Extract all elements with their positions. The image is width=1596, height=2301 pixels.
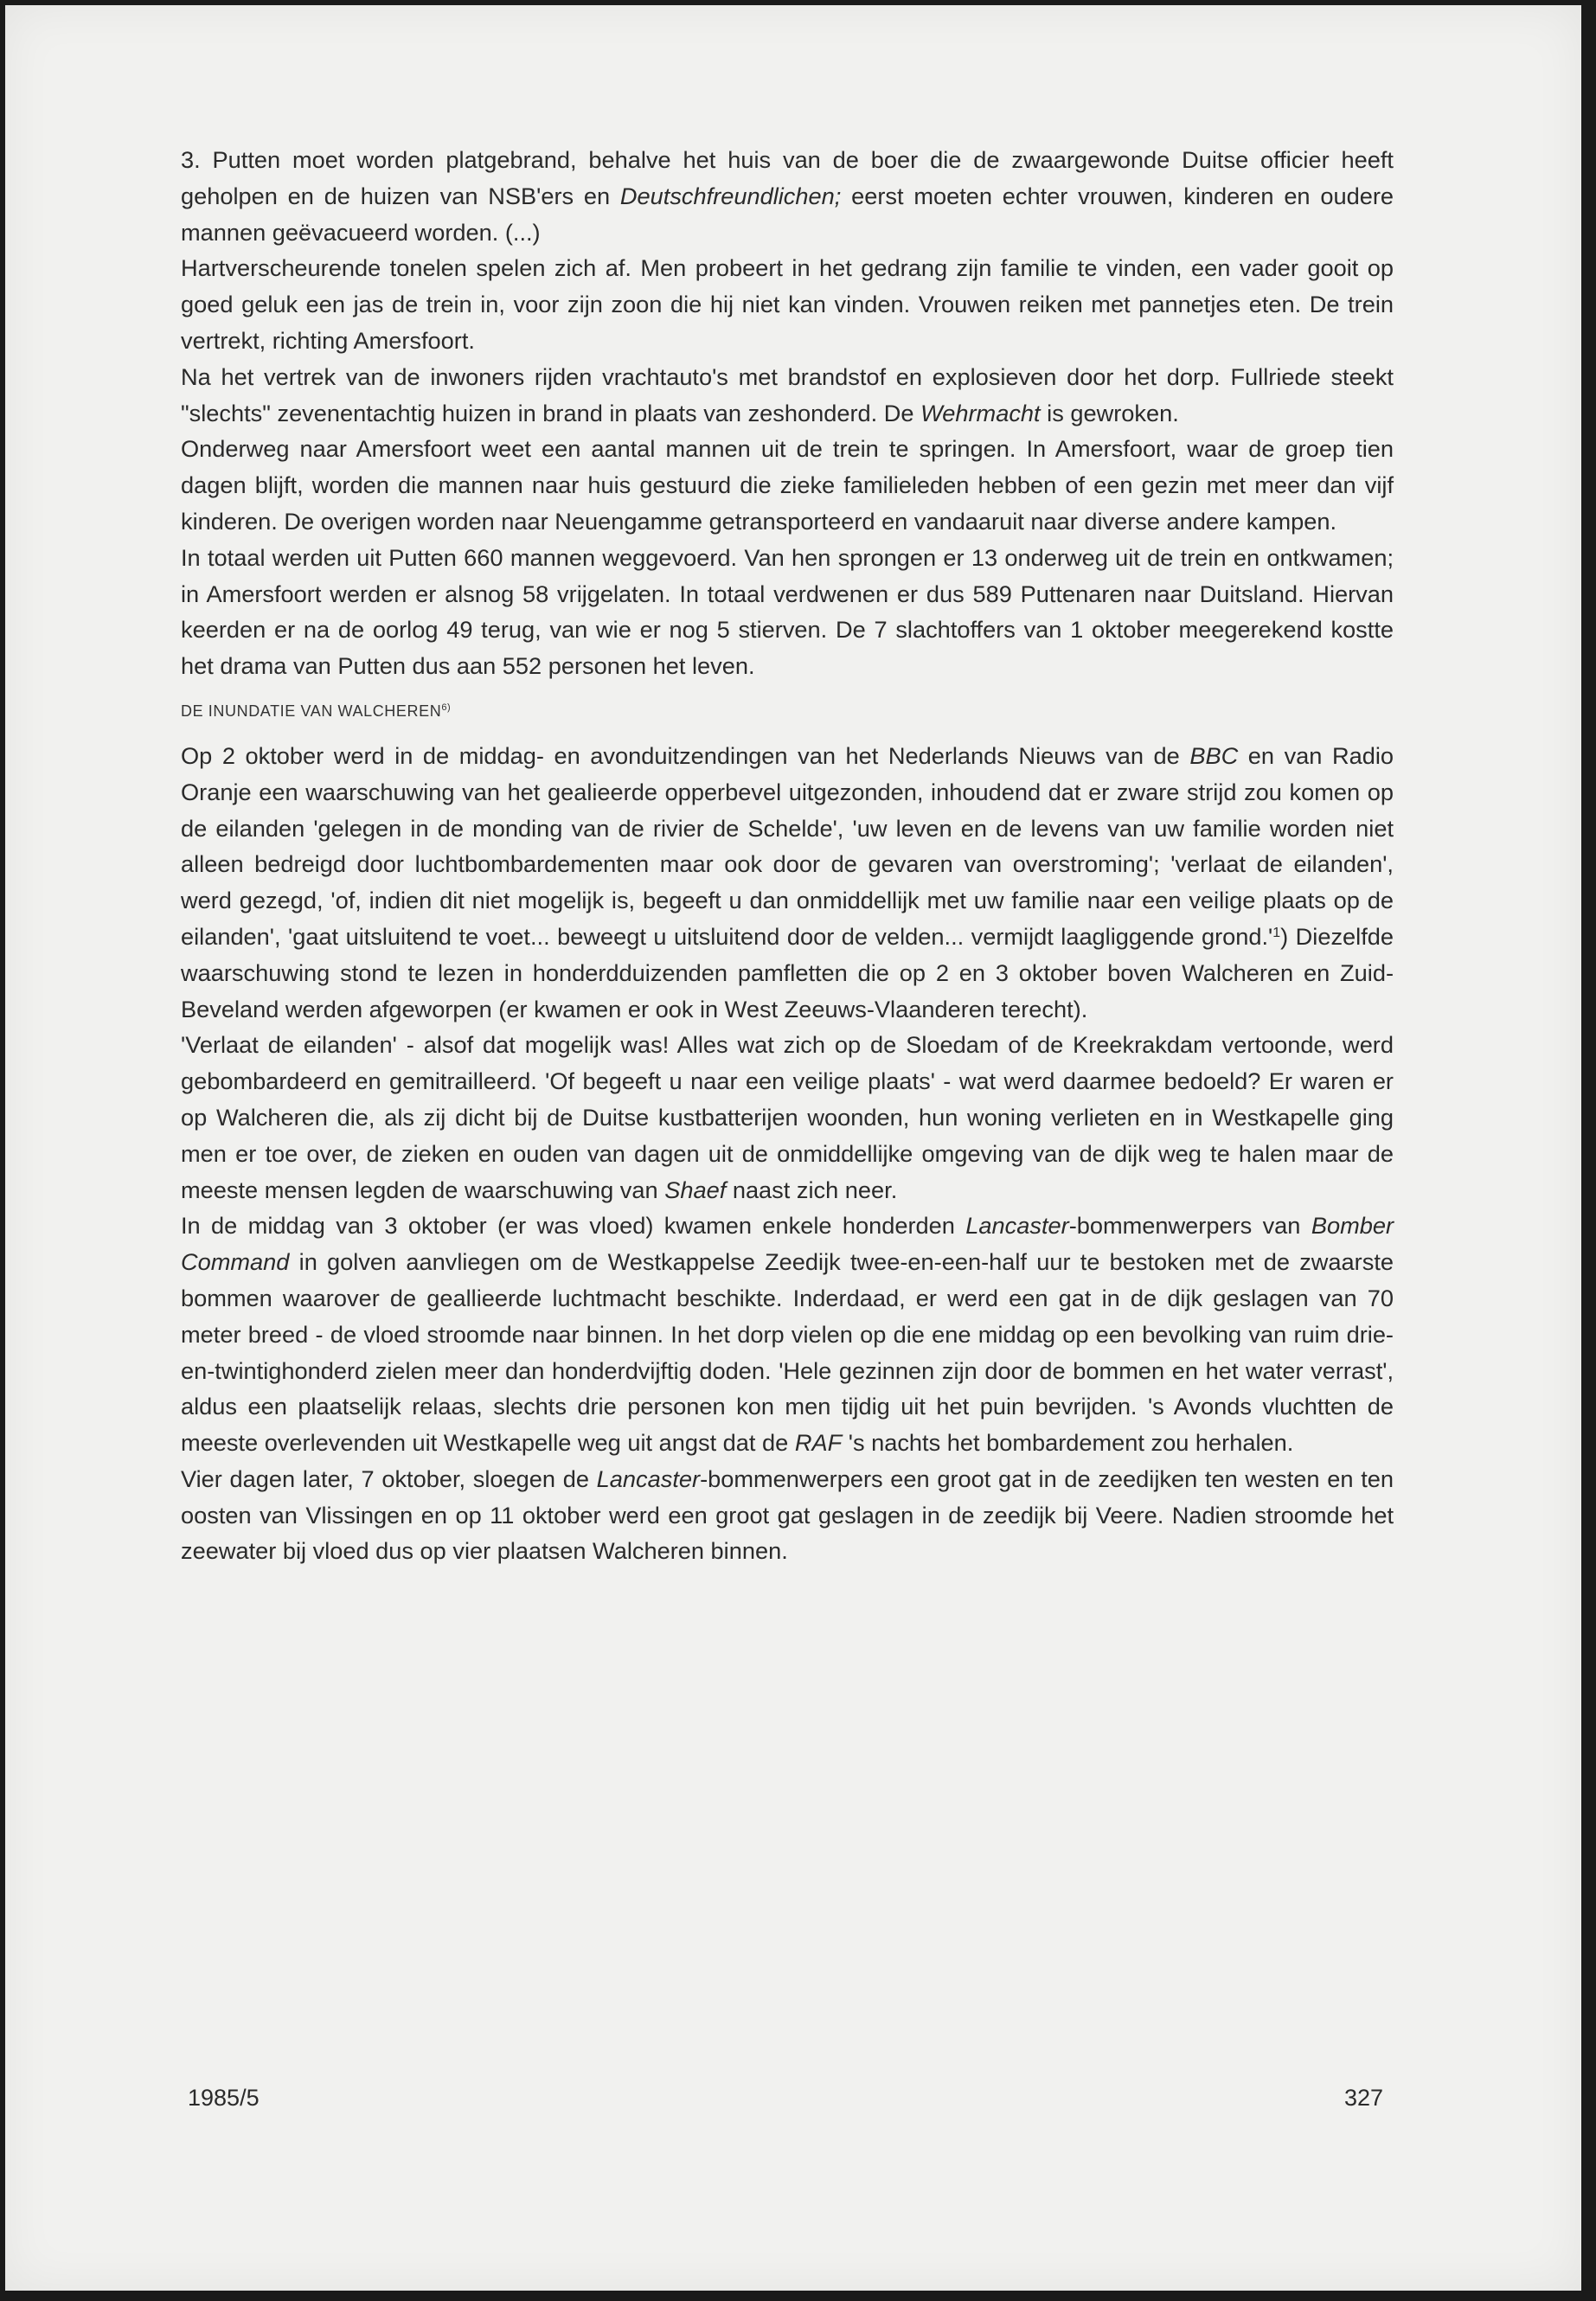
- text-run: 'Verlaat de eilanden' - alsof dat mogelijk was! Alles wat zich op de Sloedam of de Kreekrakdam vertoonde, werd gebombardeerd en gemitrailleerd. 'Of begeeft u naar een veilige plaats' - wat werd daarmee bedoeld? Er waren er op Walcheren die, als zij dicht bij de Duitse kustbatterijen woonden, hun woning verlieten en in Westkapelle ging men er toe over, de zieken en ouden van dagen uit de onmiddellijke omgeving van de dijk weg te halen maar de meeste mensen legden de waarschuwing van: [181, 1031, 1394, 1203]
- text-run: eerst moeten echter vrouwen, kinderen en oudere mannen geëvacueerd worden. (...): [181, 182, 1394, 246]
- heading-text: DE INUNDATIE VAN WALCHEREN: [181, 702, 442, 720]
- italic-text: Lancaster: [596, 1465, 701, 1492]
- italic-text: Deutschfreundlichen;: [619, 182, 842, 209]
- italic-text: Lancaster: [965, 1212, 1069, 1240]
- italic-text: RAF: [794, 1429, 843, 1457]
- italic-text: Shaef: [664, 1176, 727, 1203]
- paragraph: Hartverscheurende tonelen spelen zich af. Men probeert in het gedrang zijn familie te vinden, een vader gooit op goed geluk een jas de trein in, voor zijn zoon die hij niet kan vinden. Vrouwen reiken met pannetjes eten. De trein vertrekt, richting Amersfoort.: [181, 254, 1394, 354]
- footnote-ref: 6): [441, 702, 452, 713]
- paragraph: [181, 1027, 1394, 1208]
- text-run: -bommenwerpers een groot gat in de zeedijken ten westen en ten oosten van Vlissingen en op 11 oktober werd een groot gat geslagen in de zeedijk bij Veere. Nadien stroomde het zeewater bij vloed dus op vier plaatsen Walcheren binnen.: [181, 1465, 1394, 1565]
- text-run: -bommenwerpers van: [1068, 1212, 1311, 1240]
- text-run: is gewroken.: [1040, 399, 1179, 426]
- italic-text: Bomber Command: [181, 1212, 1394, 1276]
- text-run: 's nachts het bombardement zou herhalen.: [842, 1429, 1294, 1457]
- paragraph: In totaal werden uit Putten 660 mannen weggevoerd. Van hen sprongen er 13 onderweg uit de trein en ontkwamen; in Amersfoort werden er alsnog 58 vrijgelaten. In totaal verdwenen er dus 589 Puttenaren naar Duitsland. Hiervan keerden er na de oorlog 49 terug, van wie er nog 5 stierven. De 7 slachtoffers van 1 oktober meegerekend kostte het drama van Putten dus aan 552 personen het leven.: [181, 543, 1394, 680]
- paragraph: [181, 1461, 1394, 1569]
- italic-text: Wehrmacht: [920, 399, 1041, 426]
- text-run: naast zich neer.: [726, 1176, 898, 1203]
- text-run: Vier dagen later, 7 oktober, sloegen de: [181, 1465, 597, 1492]
- page-number: 327: [1344, 2085, 1384, 2111]
- paragraph: [181, 738, 1394, 1027]
- italic-text: BBC: [1189, 741, 1239, 769]
- text-run: en van Radio Oranje een waarschuwing van het gealieerde opperbevel uitgezonden, inhoudend dat er zware strijd zou komen op de eilanden 'gelegen in de monding van de rivier de Schelde', 'uw leven en de levens van uw familie worden niet alleen bedreigd door luchtbombardementen maar ook door de gevaren van overstroming'; 'verlaat de eilanden', werd gezegd, 'of, indien dit niet mogelijk is, begeeft u dan onmiddellijk met uw familie naar een veilige plaats op de eilanden', 'gaat uitsluitend te voet... beweegt u uitsluitend door de velden... vermijdt laagliggende grond.': [181, 741, 1394, 950]
- body-text: [181, 142, 1394, 1569]
- text-run: in golven aanvliegen om de Westkappelse Zeedijk twee-en-een-half uur te bestoken met de zwaarste bommen waarover de geallieerde luchtmacht beschikte. Inderdaad, er werd een gat in de dijk geslagen van 70 meter breed - de vloed stroomde naar binnen. In het dorp vielen op die ene middag op een bevolking van ruim drie-en-twintighonderd zielen meer dan honderdvijftig doden. 'Hele gezinnen zijn door de bommen en het water verrast', aldus een plaatselijk relaas, slechts drie personen kon men tijdig uit het puin bevrijden. 's Avonds vluchtten de meeste overlevenden uit Westkapelle weg uit angst dat de: [181, 1248, 1394, 1457]
- text-run: ) Diezelfde waarschuwing stond te lezen in honderdduizenden pamfletten die op 2 en 3 oktober boven Walcheren en Zuid-Beveland werden afgeworpen (er kwamen er ook in West Zeeuws-Vlaanderen terecht).: [181, 922, 1394, 1022]
- issue-number: 1985/5: [188, 2085, 260, 2111]
- text-run: Na het vertrek van de inwoners rijden vrachtauto's met brandstof en explosieven door het dorp. Fullriede steekt "slechts" zevenentachtig huizen in brand in plaats van zeshonderd. De: [181, 362, 1394, 426]
- paragraph: Onderweg naar Amersfoort weet een aantal mannen uit de trein te springen. In Amersfoort, waar de groep tien dagen blijft, worden die mannen naar huis gestuurd die zieke familieleden hebben of een gezin met meer dan vijf kinderen. De overigen worden naar Neuengamme getransporteerd en vandaaruit naar diverse andere kampen.: [181, 435, 1394, 535]
- text-run: In de middag van 3 oktober (er was vloed) kwamen enkele honderden: [181, 1212, 966, 1240]
- paragraph: [181, 142, 1394, 250]
- document-page: [5, 5, 1581, 2291]
- paragraph: [181, 359, 1394, 432]
- footnote-ref: 1: [1272, 925, 1281, 940]
- paragraph: [181, 1208, 1394, 1461]
- text-run: 3. Putten moet worden platgebrand, behalve het huis van de boer die de zwaargewonde Duitse officier heeft geholpen en de huizen van NSB'ers en: [181, 146, 1394, 209]
- section-heading: [181, 695, 1394, 724]
- text-run: Op 2 oktober werd in de middag- en avonduitzendingen van het Nederlands Nieuws van de: [181, 741, 1190, 769]
